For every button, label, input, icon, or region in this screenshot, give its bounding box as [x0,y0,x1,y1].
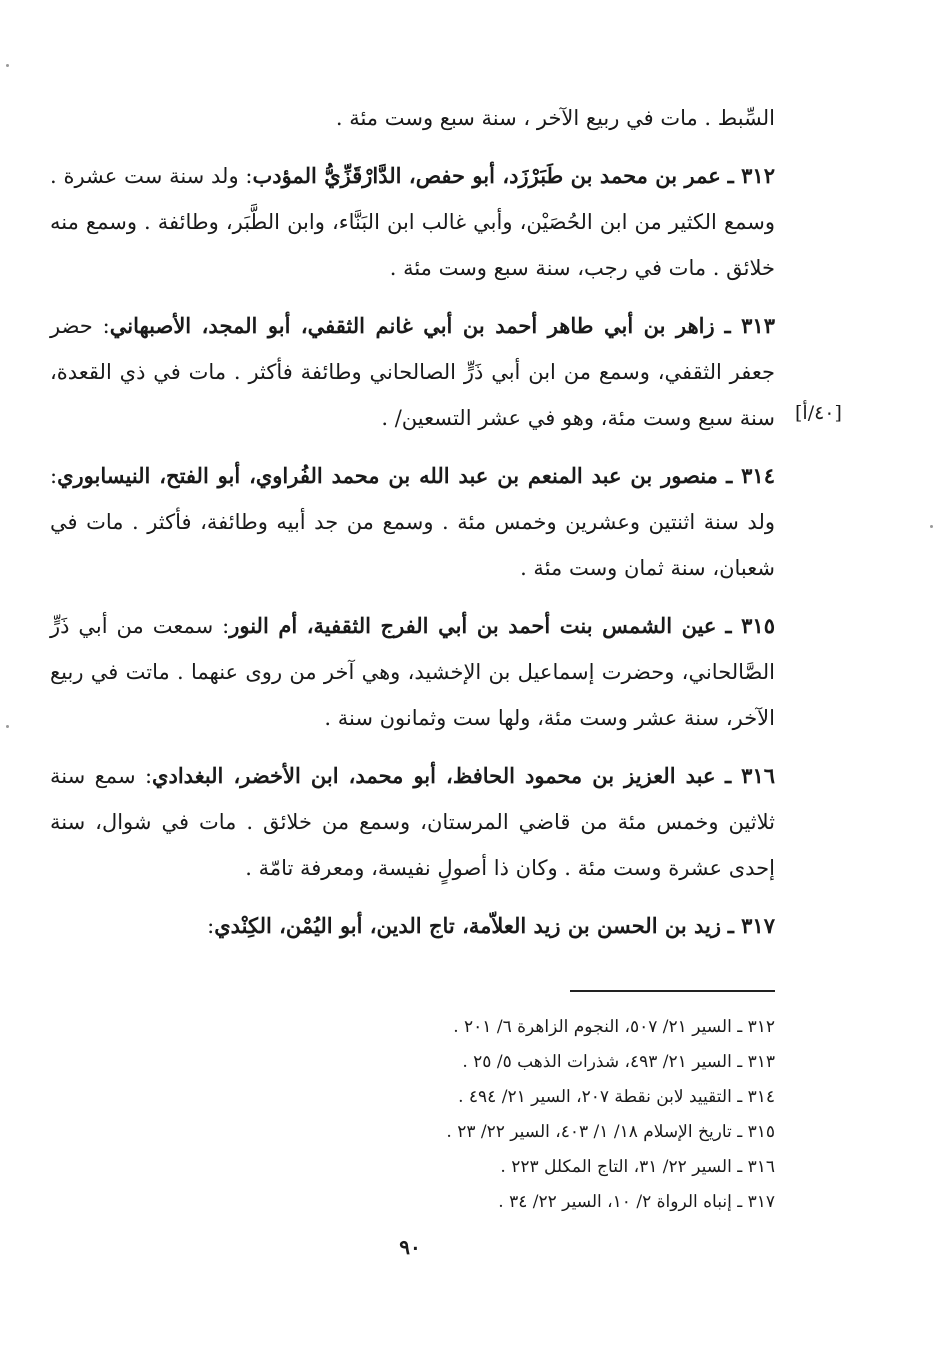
entry-number: ٣١٢ ـ [727,163,775,188]
entry-317 [50,903,775,949]
entry-number: ٣١٥ ـ [725,613,775,638]
entry-number: ٣١٣ ـ [724,313,775,338]
entry-heading: عبد العزيز بن محمود الحافظ، أبو محمد، ابن الأخضر، البغدادي [152,763,716,788]
footnote: ٣١٥ ـ تاريخ الإسلام ١٨/ ١/ ٤٠٣، السير ٢٢/ ٢٣ . [446,1122,775,1142]
entry-316 [50,753,775,891]
entry-body: : ولد سنة اثنتين وعشرين وخمس مئة . وسمع من جد أبيه وطائفة، فأكثر . مات في شعبان، سنة ثمان وست مئة . [50,464,775,580]
entry-body: : سمع سنة ثلاثين وخمس مئة من قاضي المرستان، وسمع من خلائق . مات في شوال، سنة إحدى عشرة وست مئة . وكان ذا أصولٍ نفيسة، ومعرفة تامّة . [50,764,775,880]
entry-314 [50,453,775,591]
entry-313 [50,303,775,441]
entry-heading: زيد بن الحسن بن زيد العلاّمة، تاج الدين، أبو اليُمْن، الكِنْدي [214,913,721,938]
entry-body: : [207,914,215,938]
entry-number: ٣١٤ ـ [726,463,775,488]
footnote-divider [570,990,775,992]
footnote: ٣١٤ ـ التقييد لابن نقطة ٢٠٧، السير ٢١/ ٤٩٤ . [458,1087,775,1107]
footnotes [300,1010,775,1220]
scan-speck [930,525,933,528]
footnote: ٣١٧ ـ إنباه الرواة ٢/ ١٠، السير ٢٢/ ٣٤ . [498,1192,775,1212]
entry-body: : ولد سنة ست عشرة . وسمع الكثير من ابن الحُصَيْن، وأبي غالب ابن البَنَّاء، وابن الطَّبَر، وطائفة . وسمع منه خلائق . مات في رجب، سنة سبع وست مئة . [50,164,775,280]
entry-heading: عمر بن محمد بن طَبَرْزَد، أبو حفص، الدَّارْقَزِّيُّ المؤدب [252,163,721,188]
entry-number: ٣١٦ ـ [724,763,776,788]
entry-body: : حضر جعفر الثقفي، وسمع من ابن أبي ذَرٍّ الصالحاني وطائفة فأكثر . مات في ذي القعدة، سنة سبع وست مئة، وهو في عشر التسعين/ . [50,314,775,430]
footnote: ٣١٢ ـ السير ٢١/ ٥٠٧، النجوم الزاهرة ٦/ ٢٠١ . [453,1017,775,1037]
footnote: ٣١٣ ـ السير ٢١/ ٤٩٣، شذرات الذهب ٥/ ٢٥ . [462,1052,775,1072]
manuscript-folio-note: [٤٠/أ] [795,402,842,424]
entry-312 [50,153,775,291]
entry-body: : سمعت من أبي ذَرٍّ الصَّالحاني، وحضرت إسماعيل بن الإخشيد، وهي آخر من روى عنهما . ماتت في ربيع الآخر، سنة عشر وست مئة، ولها ست وثمانون سنة . [50,614,775,730]
page-number: ٩٠ [399,1235,421,1259]
continuation-line: السِّبط . مات في ربيع الآخر ، سنة سبع وست مئة . [335,106,775,130]
footnote: ٣١٦ ـ السير ٢٢/ ٣١، التاج المكلل ٢٢٣ . [500,1157,775,1177]
scan-speck [6,725,9,728]
entry-315 [50,603,775,741]
main-text [50,95,775,961]
scan-speck [6,64,9,67]
entry-heading: منصور بن عبد المنعم بن عبد الله بن محمد الفُراوي، أبو الفتح، النيسابوري [57,463,718,488]
entry-number: ٣١٧ ـ [727,913,775,938]
entry-heading: زاهر بن أبي طاهر أحمد بن أبي غانم الثقفي، أبو المجد، الأصبهاني [109,313,715,338]
entry-heading: عين الشمس بنت أحمد بن أبي الفرج الثقفية، أم النور [229,613,717,638]
